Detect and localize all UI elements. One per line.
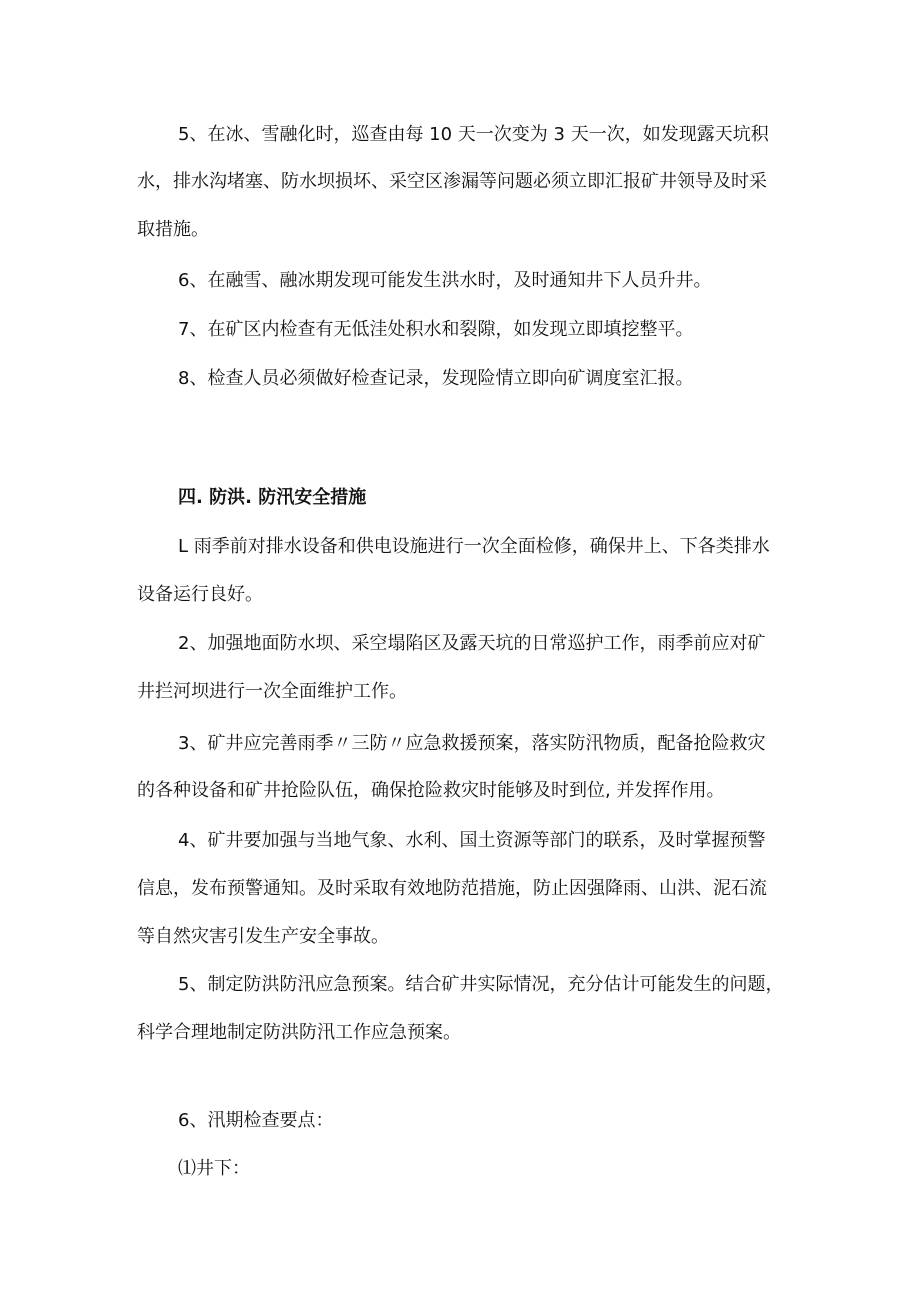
paragraph-line: 2、加强地面防水坝、采空塌陷区及露天坑的日常巡护工作，雨季前应对矿 [178,633,766,654]
paragraph-line: 井拦河坝进行一次全面维护工作。 [137,681,407,702]
paragraph-line: 水，排水沟堵塞、防水坝损坏、采空区渗漏等问题必须立即汇报矿井领导及时采 [137,171,767,192]
paragraph-line: 的各种设备和矿井抢险队伍，确保抢险救灾时能够及时到位, 并发挥作用。 [137,780,725,801]
paragraph-line: 6、在融雪、融冰期发现可能发生洪水时，及时通知井下人员升井。 [178,270,712,291]
paragraph-line: 4、矿井要加强与当地气象、水利、国土资源等部门的联系，及时掌握预警 [178,830,766,851]
paragraph-line: 科学合理地制定防洪防汛工作应急预案。 [137,1022,461,1043]
paragraph-line: L 雨季前对排水设备和供电设施进行一次全面检修，确保井上、下各类排水 [178,536,770,557]
paragraph-line: 7、在矿区内检查有无低洼处积水和裂隙，如发现立即填挖整平。 [178,319,694,340]
paragraph-line: ⑴井下： [178,1158,250,1179]
paragraph-line: 3、矿井应完善雨季〃三防〃应急救援预案，落实防汛物质，配备抢险救灾 [178,733,766,754]
section-heading-text: 四. 防洪. 防汛安全措施 [178,487,367,508]
paragraph-line: 8、检查人员必须做好检查记录，发现险情立即向矿调度室汇报。 [178,368,694,389]
paragraph-line: 信息，发布预警通知。及时采取有效地防范措施，防止因强降雨、山洪、泥石流 [137,878,767,899]
paragraph-line: 设备运行良好。 [137,584,263,605]
paragraph-line: 5、制定防洪防汛应急预案。结合矿井实际情况，充分估计可能发生的问题， [178,974,784,995]
paragraph-line: 5、在冰、雪融化时，巡查由每 10 天一次变为 3 天一次，如发现露天坑积 [178,124,769,145]
paragraph-line: 等自然灾害引发生产安全事故。 [137,926,389,947]
paragraph-line: 6、汛期检查要点： [178,1110,334,1131]
paragraph-line: 取措施。 [137,219,209,240]
